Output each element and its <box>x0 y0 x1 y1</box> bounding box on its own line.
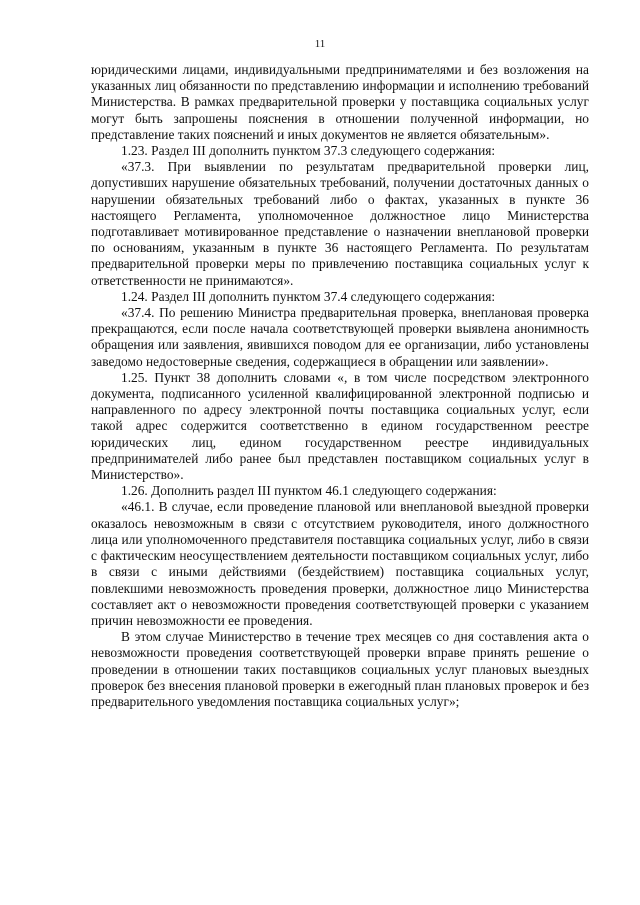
paragraph-clause-37-3: «37.3. При выявлении по результатам предварительной проверки лиц, допустивших нарушение обязательных требований, получении достаточных данных о нарушении обязательных требований либо о фактах, указанных в пункте 36 настоящего Регламента, уполномоченное должностное лицо Министерства подготавливает мотивированное представление о назначении внеплановой проверки по основаниям, указанным в пункте 36 настоящего Регламента. По результатам предварительной проверки меры по привлечению поставщика социальных услуг к ответственности не принимаются». <box>91 159 589 288</box>
paragraph-item-1-26: 1.26. Дополнить раздел III пунктом 46.1 следующего содержания: <box>121 483 497 499</box>
paragraph-item-1-23: 1.23. Раздел III дополнить пунктом 37.3 следующего содержания: <box>121 143 496 159</box>
paragraph-clause-37-4: «37.4. По решению Министра предварительная проверка, внеплановая проверка прекращаются, если после начала соответствующей проверки выявлена анонимность обращения или заявления, явившихся поводом для ее организации, либо установлены заведомо недостоверные сведения, содержащиеся в обращении или заявлении». <box>91 305 589 369</box>
paragraph-item-1-25: 1.25. Пункт 38 дополнить словами «, в том числе посредством электронного документа, подписанного усиленной квалифицированной электронной подписью и направленного по адресу электронной почты поставщика социальных услуг, если такой адрес содержится соответственно в едином государственном реестре юридических лиц, едином государственном реестре индивидуальных предпринимателей либо ранее был представлен поставщиком социальных услуг в Министерство». <box>91 369 589 483</box>
page-number: 11 <box>314 38 326 50</box>
paragraph-continuation: юридическими лицами, индивидуальными предпринимателями и без возложения на указанных лиц обязанности по представлению информации и исполнению требований Министерства. В рамках предварительной проверки у поставщика социальных услуг могут быть запрошены пояснения в отношении полученной информации, но представление таких пояснений и иных документов не является обязательным». <box>91 62 589 142</box>
document-body <box>91 62 589 710</box>
paragraph-clause-46-1: «46.1. В случае, если проведение плановой или внеплановой выездной проверки оказалось невозможным в связи с отсутствием руководителя, иного должностного лица или уполномоченного представителя поставщика социальных услуг, либо в связи с фактическим неосуществлением деятельности поставщиком социальных услуг, либо в связи с иными действиями (бездействием) поставщика социальных услуг, повлекшими невозможность проведения проверки, должностное лицо Министерства составляет акт о невозможности проведения соответствующей проверки с указанием причин невозможности ее проведения. <box>91 499 589 628</box>
paragraph-item-1-24: 1.24. Раздел III дополнить пунктом 37.4 следующего содержания: <box>121 288 496 304</box>
paragraph-clause-46-1-continued: В этом случае Министерство в течение трех месяцев со дня составления акта о невозможности проведения соответствующей проверки вправе принять решение о проведении в отношении таких поставщиков социальных услуг плановых выездных проверок без внесения плановой проверки в ежегодный план плановых проверок и без предварительного уведомления поставщика социальных услуг»; <box>91 629 589 709</box>
